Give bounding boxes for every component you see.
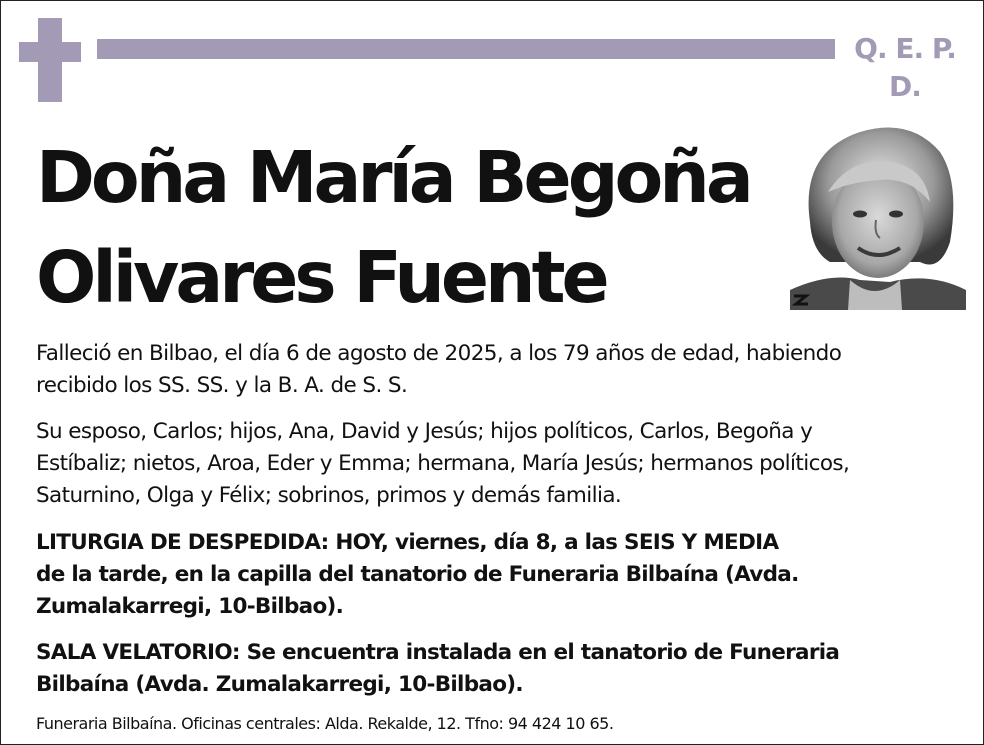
family-line-1: Su esposo, Carlos; hijos, Ana, David y Jesús; hijos políticos, Carlos, Begoña y (36, 419, 813, 444)
death-paragraph (36, 338, 841, 402)
liturgy-line-1: LITURGIA DE DESPEDIDA: HOY, viernes, día 8, a las SEIS Y MEDIA (36, 530, 779, 555)
sala-paragraph (36, 637, 839, 701)
deceased-name-line1: Doña María Begoña (36, 136, 750, 219)
death-line-2: recibido los SS. SS. y la B. A. de S. S. (36, 373, 408, 398)
deceased-name-line2: Olivares Fuente (36, 236, 606, 319)
portrait-photo (790, 112, 966, 310)
family-paragraph (36, 416, 849, 512)
portrait-icon (790, 112, 966, 310)
sala-line-2: Bilbaína (Avda. Zumalakarregi, 10-Bilbao). (36, 672, 523, 697)
liturgy-line-2: de la tarde, en la capilla del tanatorio de Funeraria Bilbaína (Avda. (36, 562, 799, 587)
family-line-3: Saturnino, Olga y Félix; sobrinos, primos y demás familia. (36, 483, 622, 508)
liturgy-line-3: Zumalakarregi, 10-Bilbao). (36, 594, 344, 619)
family-line-2: Estíbaliz; nietos, Aroa, Eder y Emma; hermana, María Jesús; hermanos políticos, (36, 451, 850, 476)
death-line-1: Falleció en Bilbao, el día 6 de agosto de 2025, a los 79 años de edad, habiendo (36, 341, 842, 366)
deceased-name (36, 128, 750, 328)
liturgy-paragraph (36, 527, 799, 623)
cross-icon-bar (19, 42, 81, 62)
header-rule (97, 39, 835, 59)
sala-line-1: SALA VELATORIO: Se encuentra instalada en el tanatorio de Funeraria (36, 640, 840, 665)
funeral-home-footer: Funeraria Bilbaína. Oficinas centrales: Alda. Rekalde, 12. Tfno: 94 424 10 65. (36, 714, 614, 733)
qepd-label: Q. E. P. D. (854, 32, 956, 103)
